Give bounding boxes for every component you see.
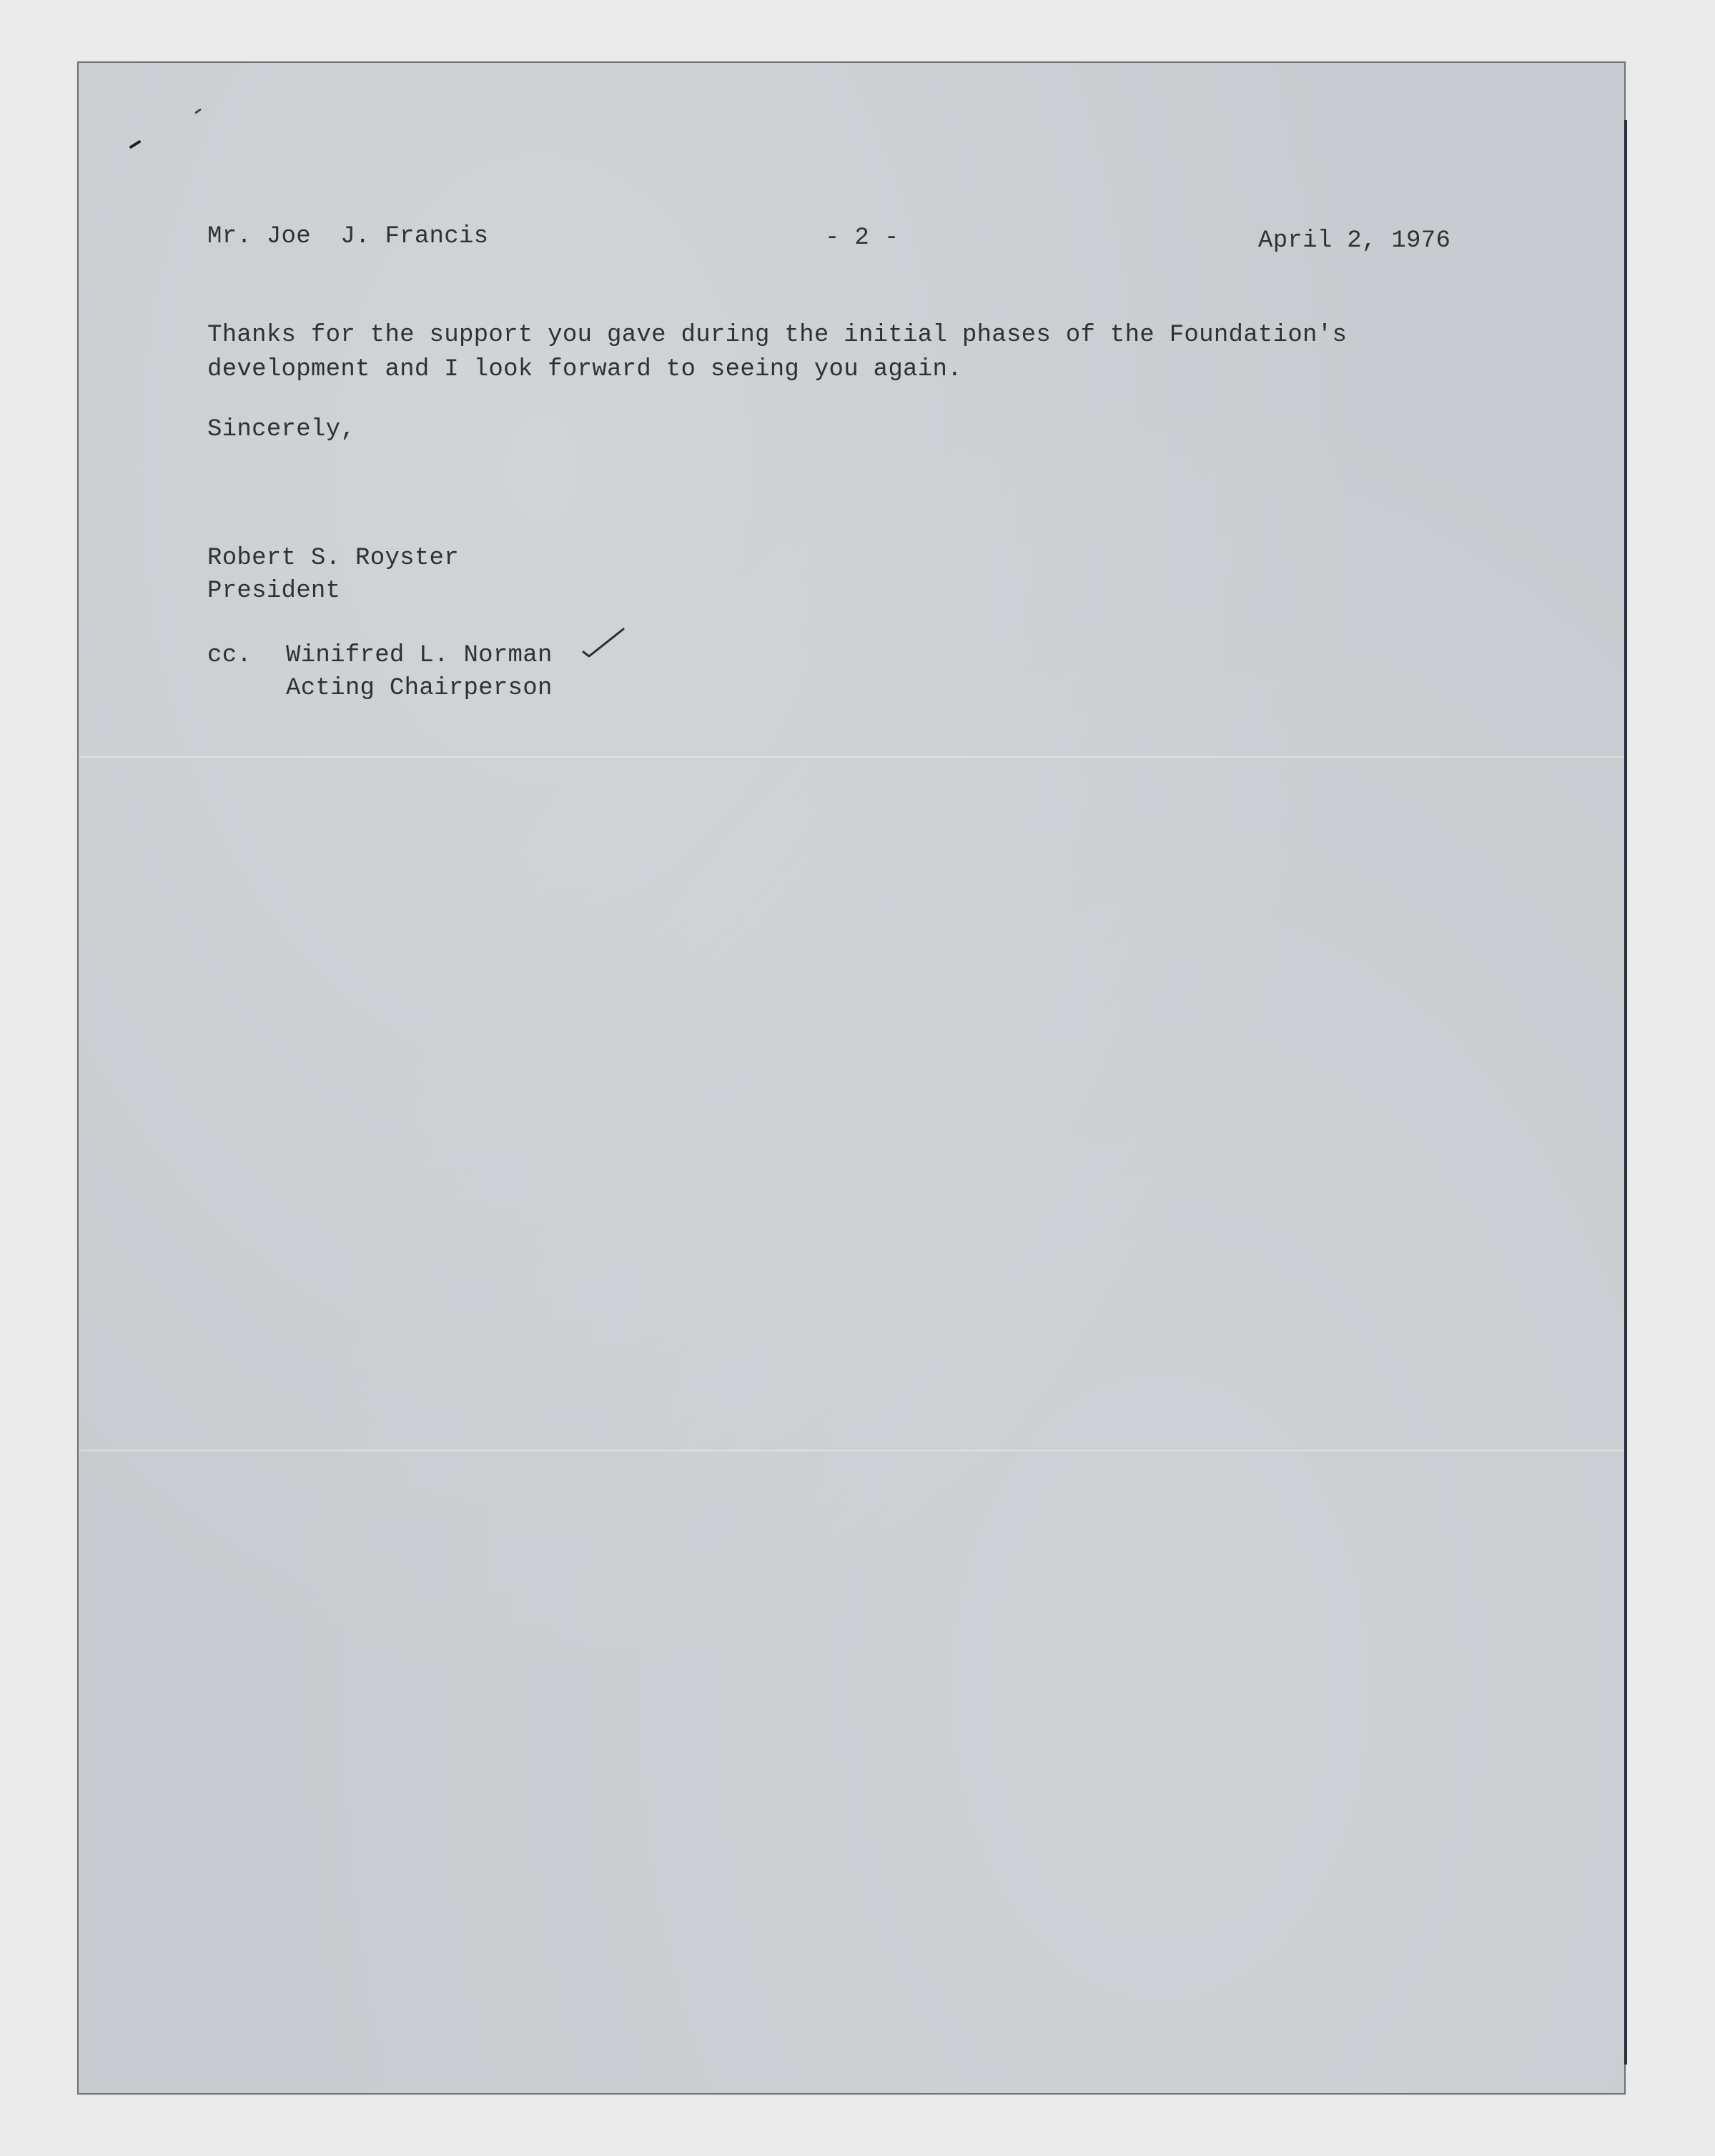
cc-title: Acting Chairperson [286,675,553,702]
body-line-1: Thanks for the support you gave during the initial phases of the Foundation's [207,322,1348,349]
signatory-name: Robert S. Royster [207,545,459,572]
letter-date: April 2, 1976 [1258,227,1451,254]
page-right-edge [1624,120,1627,2064]
check-mark-icon [580,625,626,662]
fold-line [79,756,1624,758]
closing: Sincerely, [207,416,356,443]
cc-name: Winifred L. Norman [286,642,553,669]
body-line-2: development and I look forward to seeing you again. [207,356,962,383]
page-number: - 2 - [825,224,899,252]
cc-label: cc. [207,642,252,669]
addressee-line: Mr. Joe J. Francis [207,223,489,250]
signatory-title: President [207,578,341,605]
fold-line [79,1450,1624,1451]
